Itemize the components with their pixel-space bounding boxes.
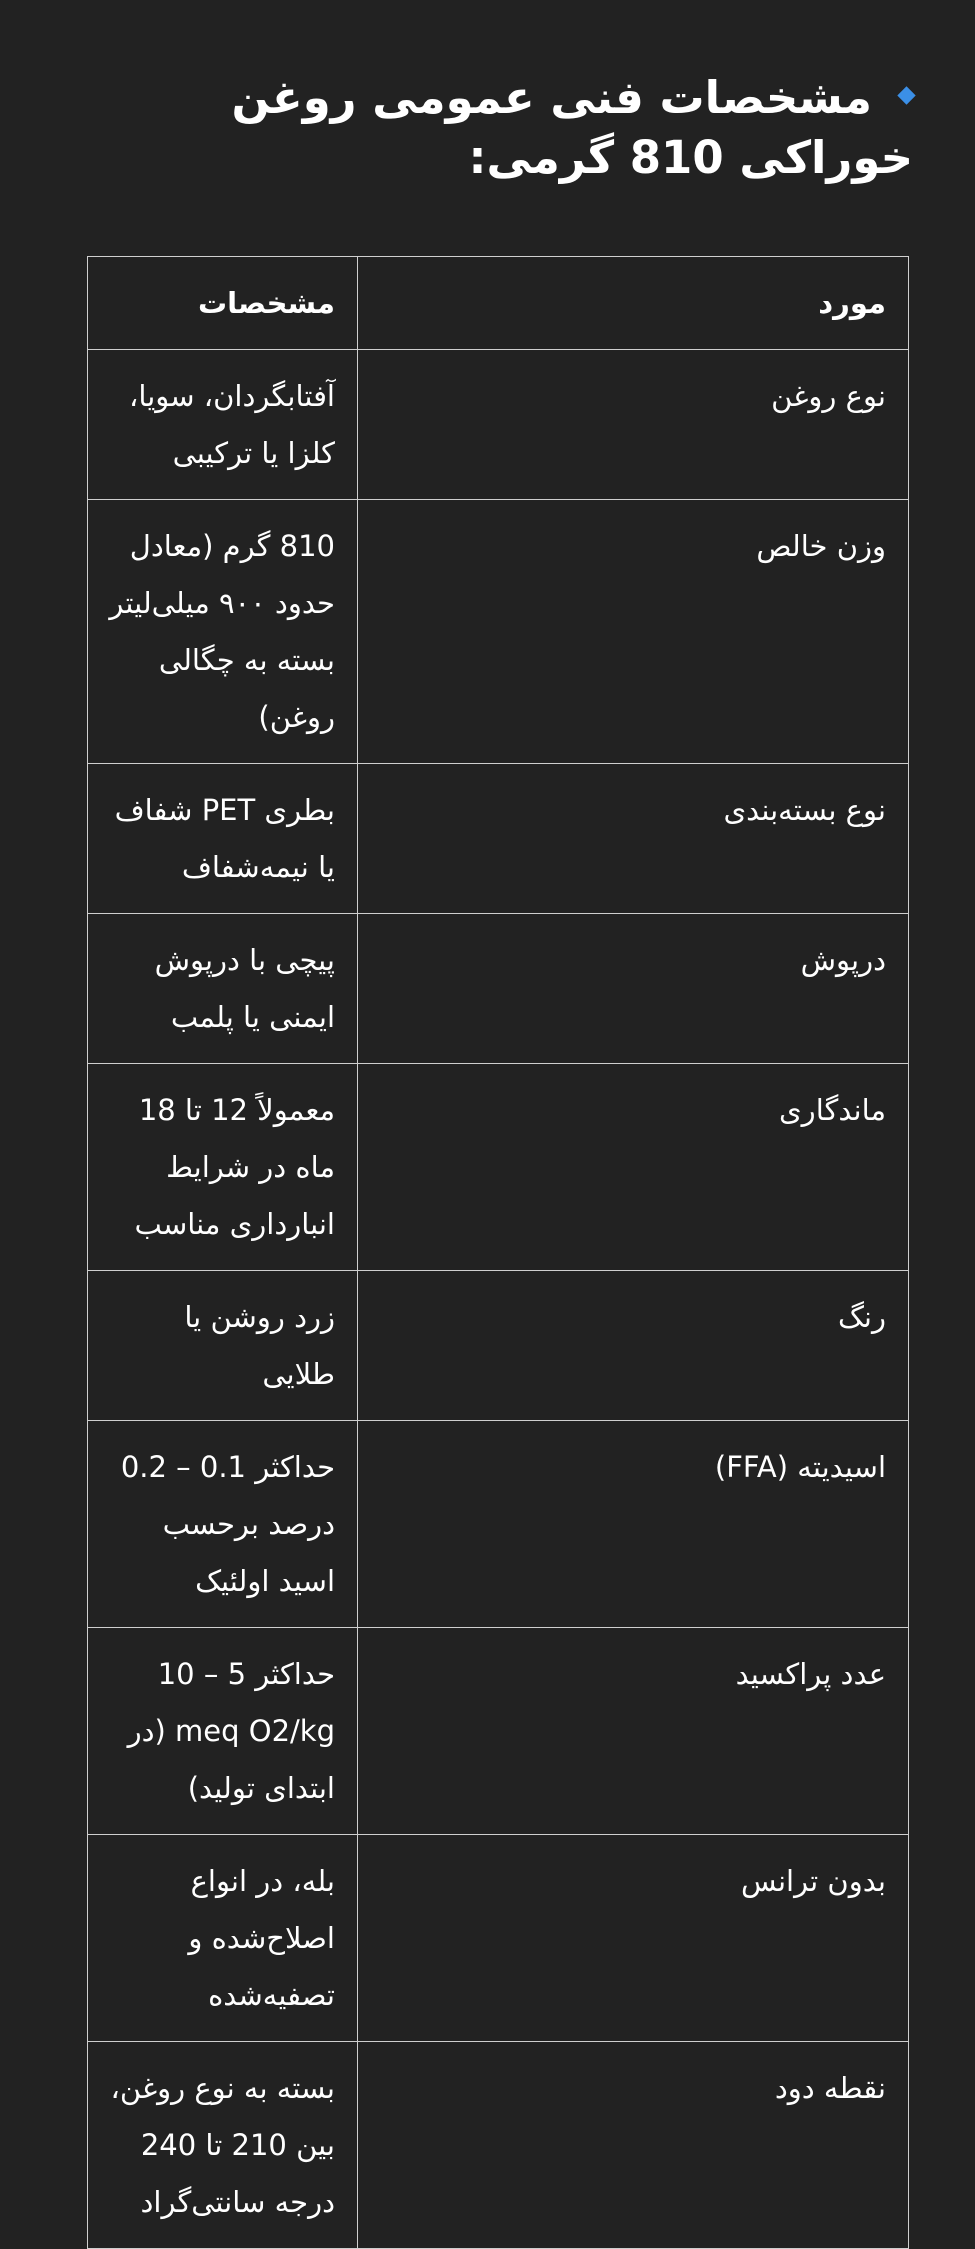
blue-diamond-icon — [897, 86, 915, 104]
row-item: اسیدیته (FFA) — [358, 1421, 909, 1628]
row-item: ماندگاری — [358, 1064, 909, 1271]
table-row — [88, 2042, 909, 2249]
section-heading-text: مشخصات فنی عمومی روغن خوراکی 810 گرمی: — [231, 71, 913, 184]
row-item: بدون ترانس — [358, 1835, 909, 2042]
spec-table — [87, 256, 909, 2249]
table-row — [88, 1628, 909, 1835]
row-spec: آفتابگردان، سویا، کلزا یا ترکیبی — [88, 350, 358, 500]
header-item: مورد — [358, 257, 909, 350]
row-item: درپوش — [358, 914, 909, 1064]
row-item: نوع بسته‌بندی — [358, 764, 909, 914]
table-row — [88, 1271, 909, 1421]
table-row — [88, 914, 909, 1064]
row-spec: زرد روشن یا طلایی — [88, 1271, 358, 1421]
table-row — [88, 1064, 909, 1271]
row-item: وزن خالص — [358, 500, 909, 764]
header-spec: مشخصات — [88, 257, 358, 350]
row-spec: معمولاً 12 تا 18 ماه در شرایط انبارداری مناسب — [88, 1064, 358, 1271]
row-item: نوع روغن — [358, 350, 909, 500]
row-spec: پیچی با درپوش ایمنی یا پلمب — [88, 914, 358, 1064]
row-spec: بسته به نوع روغن، بین 210 تا 240 درجه سانتی‌گراد — [88, 2042, 358, 2249]
table-row — [88, 1835, 909, 2042]
table-row — [88, 500, 909, 764]
table-row — [88, 1421, 909, 1628]
row-spec: بطری PET شفاف یا نیمه‌شفاف — [88, 764, 358, 914]
row-spec: حداکثر 0.1 – 0.2 درصد برحسب اسید اولئیک — [88, 1421, 358, 1628]
row-item: رنگ — [358, 1271, 909, 1421]
table-header-row — [88, 257, 909, 350]
row-item: عدد پراکسید — [358, 1628, 909, 1835]
row-spec: حداکثر 5 – 10 meq O2/kg (در ابتدای تولید) — [88, 1628, 358, 1835]
row-spec: بله، در انواع اصلاح‌شده و تصفیه‌شده — [88, 1835, 358, 2042]
row-spec: 810 گرم (معادل حدود ۹۰۰ میلی‌لیتر بسته به چگالی روغن) — [88, 500, 358, 764]
section-heading — [53, 68, 913, 188]
table-row — [88, 764, 909, 914]
table-row — [88, 350, 909, 500]
row-item: نقطه دود — [358, 2042, 909, 2249]
